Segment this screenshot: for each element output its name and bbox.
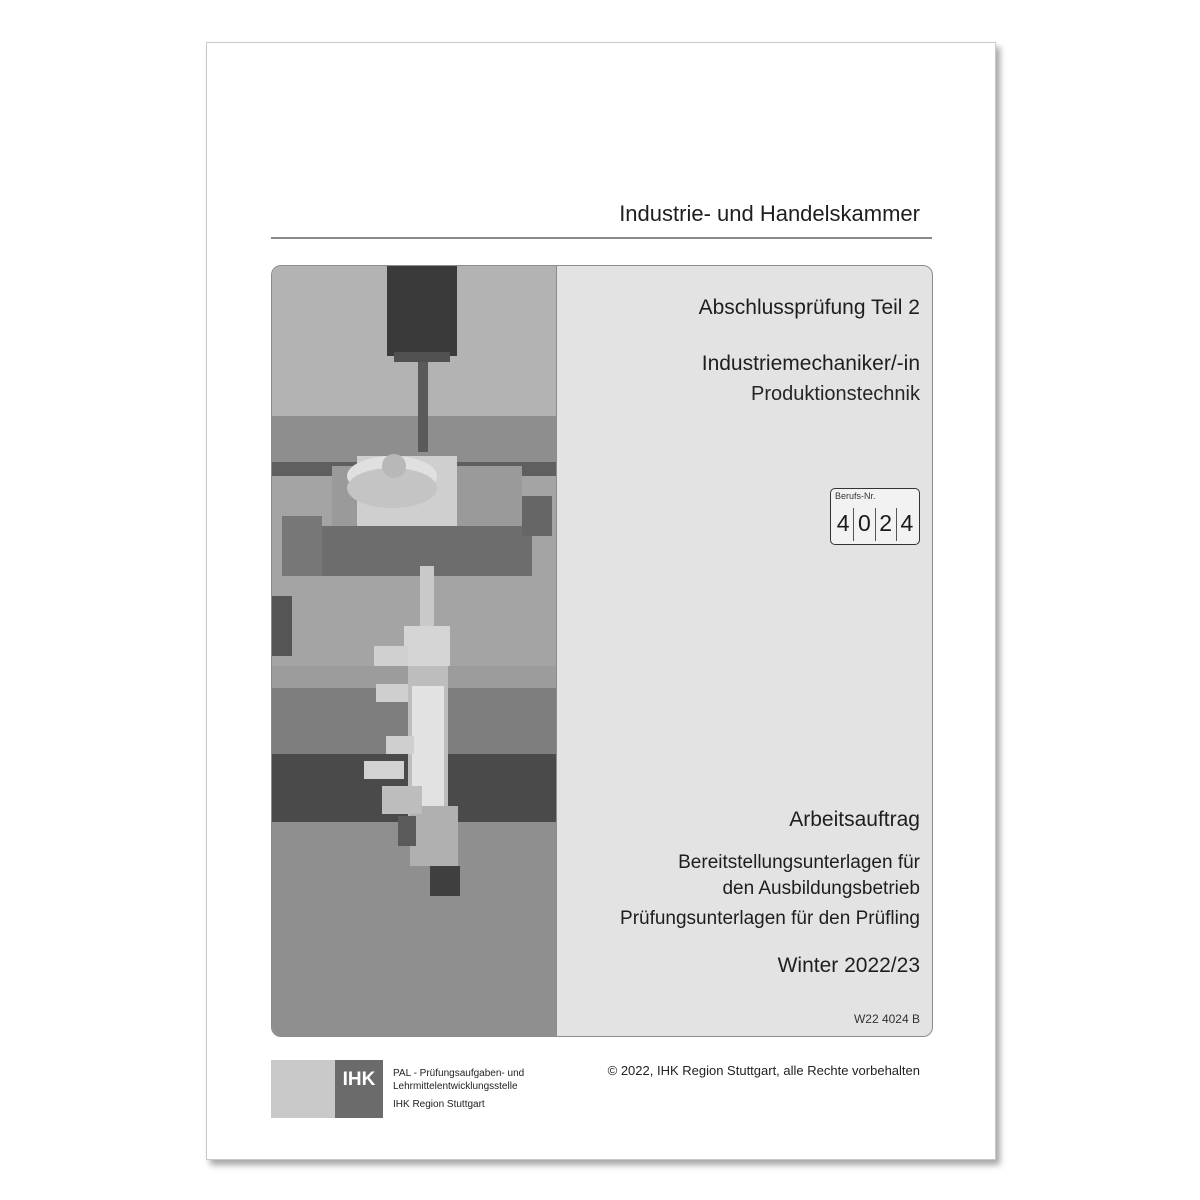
organization-name: Industrie- und Handelskammer <box>619 201 920 226</box>
logo-grey-block <box>271 1060 335 1118</box>
provision-line-1: Bereitstellungsunterlagen für <box>678 852 920 873</box>
document-code: W22 4024 B <box>853 1012 920 1026</box>
berufs-nr-box <box>830 488 920 545</box>
berufs-nr-digit: 4 <box>900 510 914 536</box>
drill-fixture-image <box>272 266 556 1036</box>
berufs-nr-digit: 4 <box>833 508 854 541</box>
header-divider <box>271 237 932 239</box>
provision-documents <box>678 850 920 902</box>
exam-term: Winter 2022/23 <box>777 954 920 977</box>
cover-photo <box>272 266 557 1036</box>
ihk-region: IHK Region Stuttgart <box>393 1099 485 1110</box>
ihk-logo-mark: IHK <box>335 1060 383 1118</box>
copyright-notice: © 2022, IHK Region Stuttgart, alle Rechte vorbehalten <box>607 1063 920 1078</box>
ihk-pal-logo <box>271 1060 601 1118</box>
examinee-documents: Prüfungsunterlagen für den Prüfling <box>620 908 920 929</box>
provision-line-2: den Ausbildungsbetrieb <box>722 878 920 899</box>
exam-title: Abschlussprüfung Teil 2 <box>698 296 920 319</box>
berufs-nr-digit: 0 <box>854 508 875 541</box>
berufs-nr-label: Berufs-Nr. <box>835 491 876 501</box>
pal-name <box>393 1067 524 1093</box>
document-page <box>206 42 996 1160</box>
profession-title: Industriemechaniker/-in <box>701 352 920 375</box>
document-type: Arbeitsauftrag <box>789 808 920 831</box>
pal-name-line-1: PAL - Prüfungsaufgaben- und <box>393 1068 525 1079</box>
berufs-nr-digits <box>833 508 917 541</box>
cover-panel <box>271 265 933 1037</box>
berufs-nr-digit: 2 <box>876 508 897 541</box>
specialization: Produktionstechnik <box>751 383 920 405</box>
pal-name-line-2: Lehrmittelentwicklungsstelle <box>393 1081 518 1092</box>
